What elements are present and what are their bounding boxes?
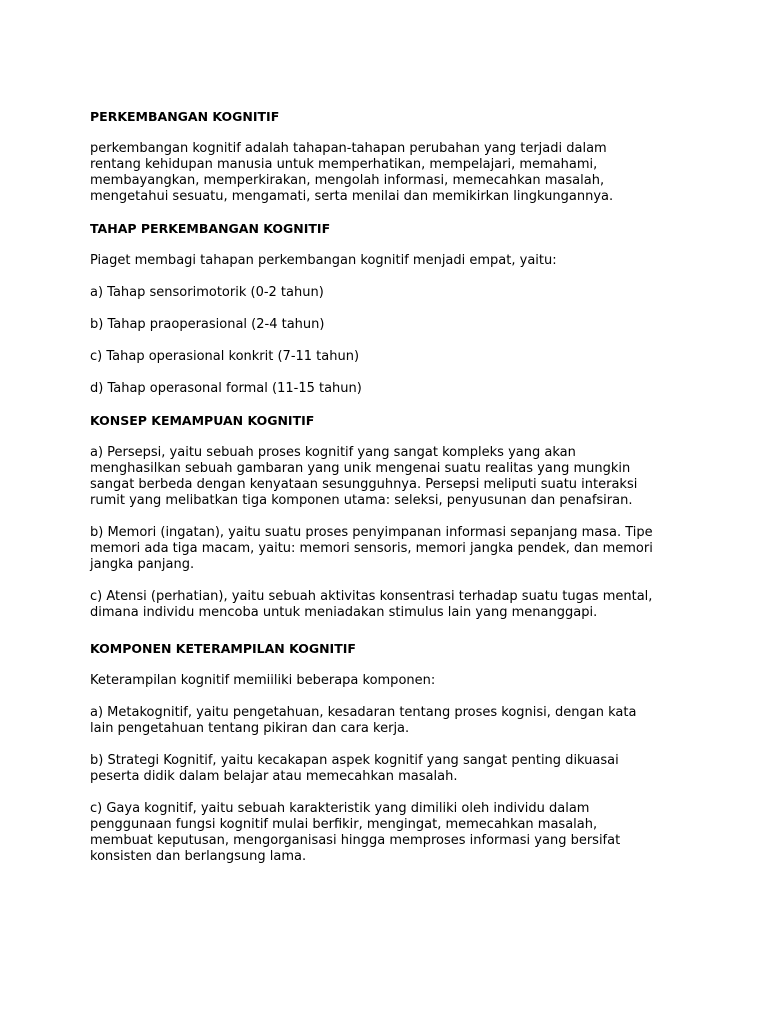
text-line: menghasilkan sebuah gambaran yang unik mengenai suatu realitas yang mungkin — [90, 461, 631, 476]
list-item — [90, 589, 690, 621]
list-item — [90, 349, 690, 365]
text-line: perkembangan kognitif adalah tahapan-tahapan perubahan yang terjadi dalam — [90, 141, 607, 156]
text-line: b) Tahap praoperasional (2-4 tahun) — [90, 317, 325, 332]
text-line: sangat berbeda dengan kenyataan sesungguhnya. Persepsi meliputi suatu interaksi — [90, 477, 638, 492]
text-line: c) Tahap operasional konkrit (7-11 tahun) — [90, 349, 360, 364]
paragraph — [90, 673, 690, 689]
list-item — [90, 317, 690, 333]
text-line: membayangkan, memperkirakan, mengolah informasi, memecahkan masalah, — [90, 173, 605, 188]
section-heading: KOMPONEN KETERAMPILAN KOGNITIF — [90, 641, 356, 656]
text-line: lain pengetahuan tentang pikiran dan cara kerja. — [90, 721, 410, 736]
text-line: c) Atensi (perhatian), yaitu sebuah aktivitas konsentrasi terhadap suatu tugas mental, — [90, 589, 653, 604]
list-item — [90, 285, 690, 301]
section-heading: KONSEP KEMAMPUAN KOGNITIF — [90, 413, 315, 428]
text-line: penggunaan fungsi kognitif mulai berfikir, mengingat, memecahkan masalah, — [90, 817, 598, 832]
text-line: a) Persepsi, yaitu sebuah proses kognitif yang sangat kompleks yang akan — [90, 445, 576, 460]
document-page — [90, 109, 690, 881]
text-line: membuat keputusan, mengorganisasi hingga memproses informasi yang bersifat — [90, 833, 621, 848]
text-line: jangka panjang. — [90, 557, 195, 572]
text-line: rumit yang melibatkan tiga komponen utama: seleksi, penyusunan dan penafsiran. — [90, 493, 633, 508]
text-line: b) Memori (ingatan), yaitu suatu proses penyimpanan informasi sepanjang masa. Tipe — [90, 525, 653, 540]
list-item — [90, 525, 690, 573]
text-line: d) Tahap operasonal formal (11-15 tahun) — [90, 381, 362, 396]
section-heading: TAHAP PERKEMBANGAN KOGNITIF — [90, 221, 331, 236]
text-line: mengetahui sesuatu, mengamati, serta menilai dan memikirkan lingkungannya. — [90, 189, 614, 204]
text-line: a) Metakognitif, yaitu pengetahuan, kesadaran tentang proses kognisi, dengan kata — [90, 705, 637, 720]
list-item — [90, 445, 690, 509]
list-item — [90, 801, 690, 865]
text-line: rentang kehidupan manusia untuk memperhatikan, mempelajari, memahami, — [90, 157, 598, 172]
list-item — [90, 381, 690, 397]
text-line: konsisten dan berlangsung lama. — [90, 849, 307, 864]
text-line: peserta didik dalam belajar atau memecahkan masalah. — [90, 769, 458, 784]
text-line: Piaget membagi tahapan perkembangan kognitif menjadi empat, yaitu: — [90, 253, 557, 268]
text-line: a) Tahap sensorimotorik (0-2 tahun) — [90, 285, 324, 300]
text-line: b) Strategi Kognitif, yaitu kecakapan aspek kognitif yang sangat penting dikuasai — [90, 753, 619, 768]
text-line: memori ada tiga macam, yaitu: memori sensoris, memori jangka pendek, dan memori — [90, 541, 653, 556]
text-line: Keterampilan kognitif memiiliki beberapa komponen: — [90, 673, 436, 688]
text-line: c) Gaya kognitif, yaitu sebuah karakteristik yang dimiliki oleh individu dalam — [90, 801, 590, 816]
list-item — [90, 705, 690, 737]
paragraph — [90, 141, 690, 205]
section-heading: PERKEMBANGAN KOGNITIF — [90, 109, 280, 124]
list-item — [90, 753, 690, 785]
paragraph — [90, 253, 690, 269]
text-line: dimana individu mencoba untuk meniadakan stimulus lain yang menanggapi. — [90, 605, 598, 620]
